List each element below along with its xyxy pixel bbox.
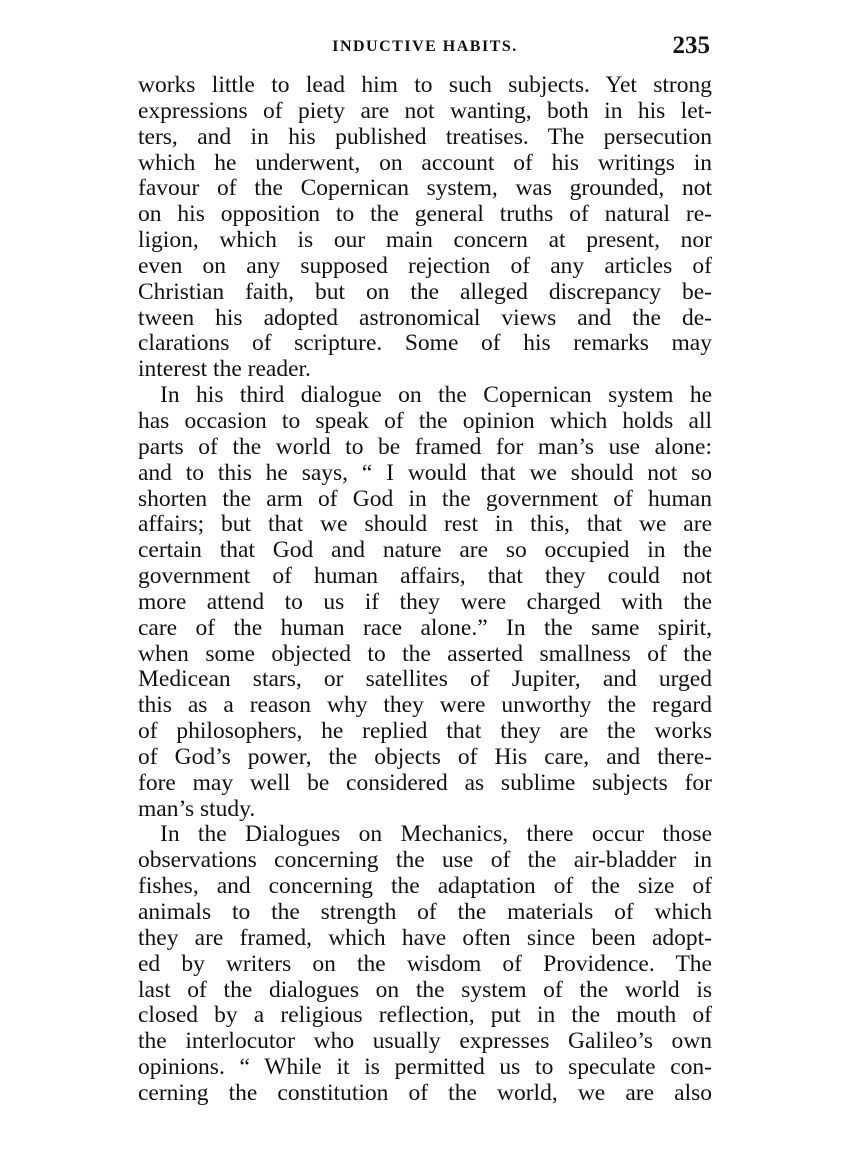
text-line: In his third dialogue on the Copernican system he: [160, 382, 712, 409]
text-line: last of the dialogues on the system of the world is: [138, 976, 712, 1003]
text-line: Medicean stars, or satellites of Jupiter, and urged: [138, 666, 712, 693]
text-line: of philosophers, he replied that they are the works: [138, 718, 712, 745]
text-line: ed by writers on the wisdom of Providence. The: [138, 950, 712, 977]
text-line: on his opposition to the general truths of natural re-: [138, 201, 712, 228]
body-text: [138, 73, 712, 1107]
text-line: has occasion to speak of the opinion which holds all: [138, 407, 712, 434]
text-line: closed by a religious reflection, put in the mouth of: [138, 1002, 712, 1029]
text-line: ters, and in his published treatises. The persecution: [138, 123, 712, 150]
text-line: works little to lead him to such subjects. Yet strong: [138, 72, 712, 98]
text-line: animals to the strength of the materials of which: [138, 899, 712, 925]
text-line: observations concerning the use of the air-bladder in: [138, 847, 712, 874]
text-line: more attend to us if they were charged with the: [138, 588, 712, 615]
text-line: tween his adopted astronomical views and the de-: [138, 304, 712, 331]
text-line: care of the human race alone.” In the same spirit,: [138, 614, 712, 641]
text-line: and to this he says, “ I would that we should not so: [138, 459, 712, 486]
text-line: cerning the constitution of the world, we are also: [138, 1079, 712, 1106]
text-line: In the Dialogues on Mechanics, there occur those: [160, 821, 712, 848]
text-line: government of human affairs, that they could not: [138, 563, 712, 590]
text-line: ligion, which is our main concern at present, nor: [138, 227, 712, 254]
text-line: clarations of scripture. Some of his remarks may: [138, 330, 712, 357]
text-line: affairs; but that we should rest in this, that we are: [138, 511, 712, 538]
running-title: INDUCTIVE HABITS.: [332, 38, 518, 55]
text-line: when some objected to the asserted smallness of the: [138, 640, 712, 667]
text-line: this as a reason why they were unworthy the regard: [138, 692, 712, 719]
text-line: of God’s power, the objects of His care, and there-: [138, 743, 712, 770]
text-line: even on any supposed rejection of any articles of: [138, 252, 712, 279]
text-line: favour of the Copernican system, was grounded, not: [138, 175, 712, 202]
text-line: expressions of piety are not wanting, both in his let-: [138, 97, 712, 124]
text-line: which he underwent, on account of his writings in: [138, 149, 712, 176]
text-line: fore may well be considered as sublime subjects for: [138, 769, 712, 796]
text-line: opinions. “ While it is permitted us to speculate con-: [138, 1054, 712, 1081]
text-line: shorten the arm of God in the government of human: [138, 485, 712, 512]
page-number: 235: [672, 32, 710, 59]
text-line: fishes, and concerning the adaptation of the size of: [138, 873, 712, 900]
text-line: Christian faith, but on the alleged discrepancy be-: [138, 278, 712, 305]
text-line: parts of the world to be framed for man’s use alone:: [138, 433, 712, 460]
text-line: certain that God and nature are so occupied in the: [138, 537, 712, 564]
text-line: they are framed, which have often since been adopt-: [138, 924, 712, 951]
text-line: interest the reader.: [138, 356, 311, 383]
text-line: man’s study.: [138, 795, 256, 822]
running-head: [138, 34, 712, 68]
text-line: the interlocutor who usually expresses Galileo’s own: [138, 1028, 712, 1055]
